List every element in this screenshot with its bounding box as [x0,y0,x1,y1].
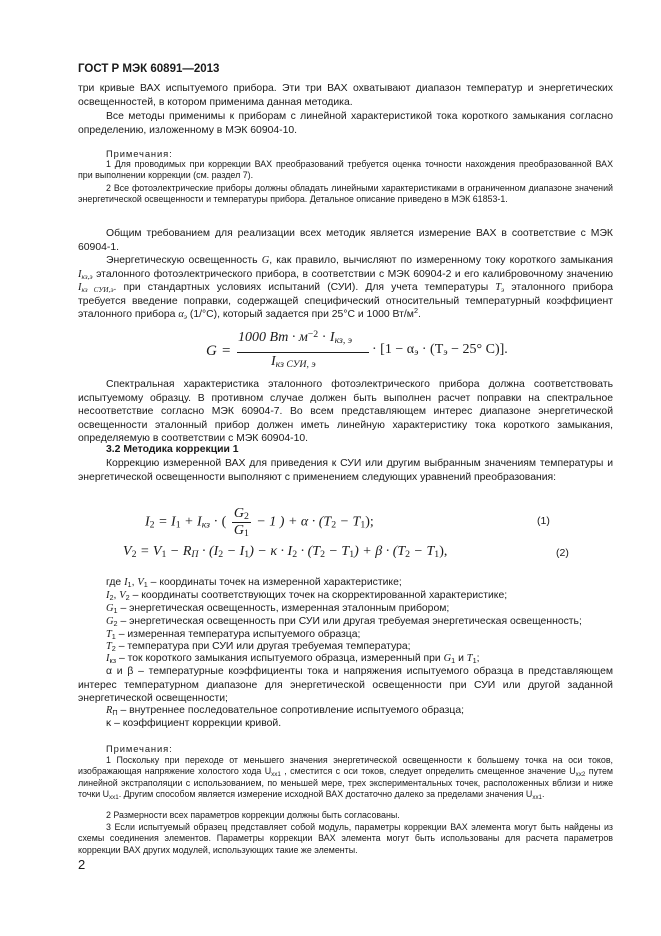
paragraph-requirement: Общим требованием для реализации всех методик является измерение ВАХ в соответствие с МЭК 60904-1. [78,228,613,253]
definition-item: $T_1$ – измеренная температура испытуемого образца; [106,629,361,641]
formula-g-numerator: 1000 Вт · $м^{-2} \cdot I_{кз, э}$ [238,329,353,346]
definition-ikz: $I_{кз}$ – ток короткого замыкания испытуемого образца, измеренный при $G_1$ и $T_1$; [106,653,480,665]
paragraph-intro: три кривые ВАХ испытуемого прибора. Эти три ВАХ охватывают диапазон температур и энергетических освещенностей, в котором применима данная методика. [78,83,613,108]
equation-2-number: (2) [556,547,569,559]
formula-g-bracket: · [$1 - \alpha_э \cdot (T_э - 25^\circ$ C)]. [372,342,508,358]
paragraph-irradiance: Энергетическую освещенность G, как правило, вычисляют по измеренному току короткого замыкания $I_{кз,э}$ эталонного фотоэлектрического прибора, в соответствии с МЭК 60904-2 и его калибровочному значению $I_{кз СУИ,э}$. при стандартных условиях испытаний (СУИ). Для учета температуры $T_э$ эталонного прибора требуется введение поправки, содержащей специфический относительный температурный коэффициент эталонного прибора $\alpha_э$ (1/°С), который задается при 25°С и 1000 $Вт/м^2$. [78,255,613,322]
definition-item: где $I_1$, $V_1$ – координаты точек на измеренной характеристике; [106,577,402,589]
formula-g-denominator: $I_{кз СУИ, э}$ [271,354,316,370]
definition-item: $T_2$ – температура при СУИ или другая требуемая температура; [106,641,411,653]
definition-alpha-beta: α и β – температурные коэффициенты тока и напряжения испытуемого образца в представляющем интерес температурном диапазоне для энергетической освещенности при СУИ или другой заданной энергетической освещенности; [78,666,613,705]
section-heading: 3.2 Методика коррекции 1 [106,444,239,455]
definition-rp: $R_П$ – внутреннее последовательное сопротивление испытуемого образца; [106,705,465,717]
equation-1-number: (1) [537,515,550,527]
page-number: 2 [78,857,86,872]
paragraph-methods: Все методы применимы к приборам с линейной характеристикой тока короткого замыкания согласно определению, изложенному в МЭК 60904-10. [78,111,613,136]
paragraph-correction: Коррекцию измеренной ВАХ для приведения к СУИ или другим выбранным значениям температуры и энергетической освещенности выполняют с применением следующих уравнений преобразования: [78,458,613,483]
note-2-2: 2 Размерности всех параметров коррекции должны быть согласованы. [106,810,400,820]
equation-1: $I_2 = I_1 + I_{кз}$ · ( $\frac{G_2}{G_1}$ − 1 ) + $\alpha \cdot (T_2 - T_1)$; [145,506,374,539]
note-1-2: 2 Все фотоэлектрические приборы должны обладать линейными характеристиками в ограниченном диапазоне значений энергетической освещенности и температуры прибора. Детальное описание приведено в МЭК 61853-1. [78,183,613,205]
note-2-1: 1 Поскольку при переходе от меньшего значения энергетической освещенности к большему точка на оси токов, изображающая напряжение холостого хода $U_{хх1}$ , сместится с оси токов, следует определить смещенное значение $U_{хх2}$ путем линейной экстраполяции с использованием, по меньшей мере, трех экспериментальных точек, расположенных вблизи и ниже точки $U_{хх1}$. Другим способом является измерение исходной ВАХ достаточно далеко за пределами значения $U_{хх1}$. [78,755,614,802]
document-header: ГОСТ Р МЭК 60891—2013 [78,63,220,75]
formula-g-lhs: G [206,343,217,359]
notes-title-2: Примечания: [106,743,173,754]
definition-kappa: κ – коэффициент коррекции кривой. [106,718,282,729]
note-1-1: 1 Для проводимых при коррекции ВАХ преобразований требуется оценка точности нахождения преобразованной ВАХ при выполнении коррекции (см. раздел 7). [78,159,613,181]
paragraph-spectral: Спектральная характеристика эталонного фотоэлектрического прибора должна соответствовать испытуемому образцу. В противном случае должен быть выполнен расчет поправки на спектральное несоответствие согласно МЭК 60904-7. Во всем представляющем интерес диапазоне энергетической освещенности эталонный прибор должен иметь линейную характеристику тока короткого замыкания, определяемую в соответствии с МЭК 60904-10. [78,379,613,445]
notes-title-1: Примечания: [106,148,173,159]
note-2-3: 3 Если испытуемый образец представляет собой модуль, параметры коррекции ВАХ элемента могут быть найдены из схемы соединения элементов. Параметры коррекции ВАХ элемента могут быть использованы для расчета параметров коррекции ВАХ других модулей, использующих такие же элементы. [78,822,613,855]
equation-2: $V_2 = V_1 - R_П \cdot (I_2 - I_1) - \kappa \cdot I_2 \cdot (T_2 - T_1) + \beta \cdot (T_2 - T_1)$, [123,544,448,560]
definition-item: $I_2$, $V_2$ – координаты соответствующих точек на скорректированной характеристике; [106,590,508,602]
formula-irradiance [206,328,506,378]
formula-g-equals: = [222,343,231,359]
definition-item: $G_2$ – энергетическая освещенность при СУИ или другая требуемая энергетическая освещенность; [106,616,582,628]
definition-item: $G_1$ – энергетическая освещенность, измеренная эталонным прибором; [106,603,450,615]
formula-g-fraction-bar [237,352,369,353]
